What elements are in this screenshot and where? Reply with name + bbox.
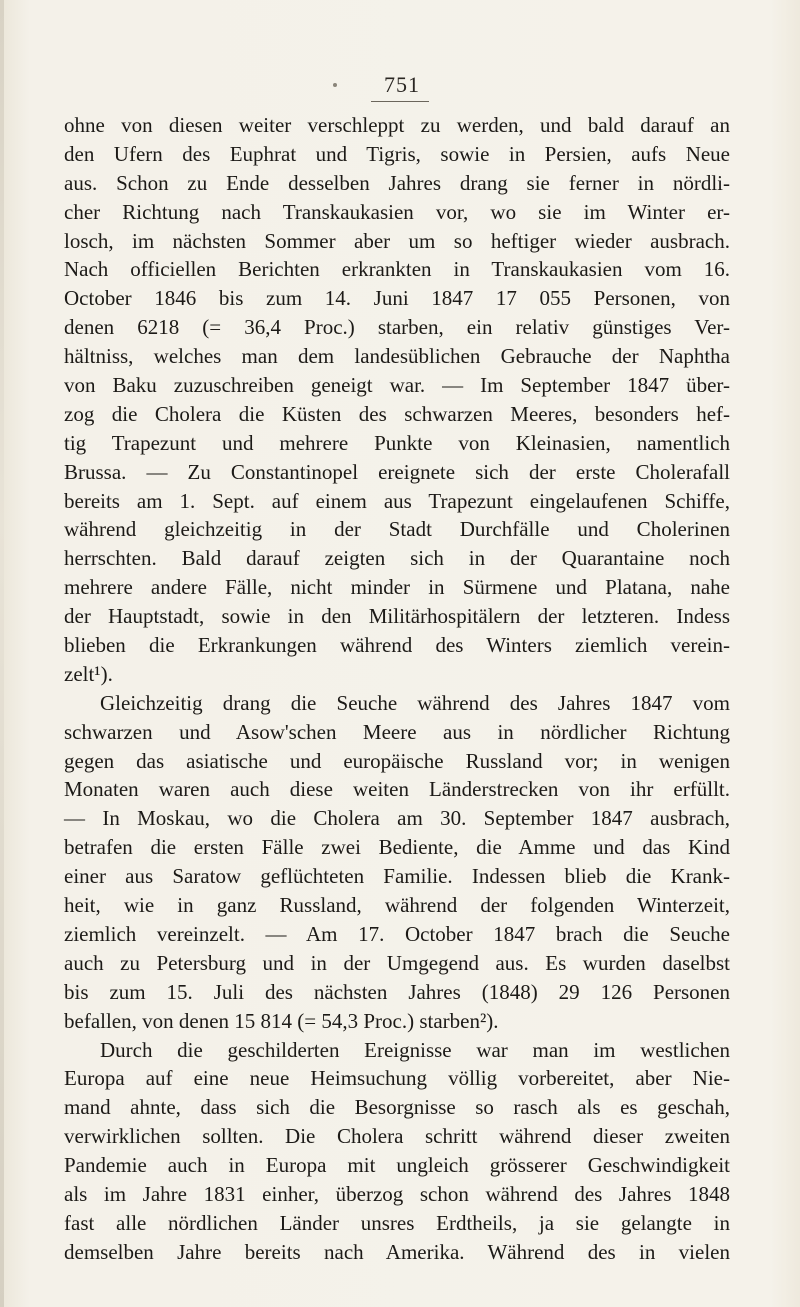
text-line: blieben die Erkrankungen während des Winters ziemlich verein- (64, 633, 730, 658)
text-line: bis zum 15. Juli des nächsten Jahres (1848) 29 126 Personen (64, 979, 730, 1004)
text-line: einer aus Saratow geflüchteten Familie. Indessen blieb die Krank- (64, 864, 730, 889)
text-line: demselben Jahre bereits nach Amerika. Während des in vielen (64, 1239, 730, 1264)
text-line: fast alle nördlichen Länder unsres Erdtheils, ja sie gelangte in (64, 1210, 730, 1235)
text-line: cher Richtung nach Transkaukasien vor, wo sie im Winter er- (64, 199, 730, 224)
text-line: Pandemie auch in Europa mit ungleich grösserer Geschwindigkeit (64, 1153, 730, 1178)
text-line: October 1846 bis zum 14. Juni 1847 17 055 Personen, von (64, 286, 730, 311)
text-line: der Hauptstadt, sowie in den Militärhospitälern der letzteren. Indess (64, 604, 730, 629)
text-line: heit, wie in ganz Russland, während der folgenden Winterzeit, (64, 893, 730, 918)
text-line: von Baku zuzuschreiben geneigt war. — Im September 1847 über- (64, 373, 730, 398)
text-line: mand ahnte, dass sich die Besorgnisse so rasch als es geschah, (64, 1095, 730, 1120)
text-line: zog die Cholera die Küsten des schwarzen Meeres, besonders hef- (64, 401, 730, 426)
text-line: mehrere andere Fälle, nicht minder in Sürmene und Platana, nahe (64, 575, 730, 600)
text-line: Monaten waren auch diese weiten Länderstrecken von ihr erfüllt. (64, 777, 730, 802)
text-line: verwirklichen sollten. Die Cholera schritt während dieser zweiten (64, 1124, 730, 1149)
text-line: betrafen die ersten Fälle zwei Bediente, die Amme und das Kind (64, 835, 730, 860)
text-line: denen 6218 (= 36,4 Proc.) starben, ein relativ günstiges Ver- (64, 315, 730, 340)
text-line: befallen, von denen 15 814 (= 54,3 Proc.) starben²). (64, 1008, 499, 1033)
text-line: als im Jahre 1831 einher, überzog schon während des Jahres 1848 (64, 1181, 730, 1206)
text-line: ziemlich vereinzelt. — Am 17. October 1847 brach die Seuche (64, 921, 730, 946)
text-line: Nach officiellen Berichten erkrankten in Transkaukasien vom 16. (64, 257, 730, 282)
page-number-rule (371, 101, 429, 102)
text-line: den Ufern des Euphrat und Tigris, sowie in Persien, aufs Neue (64, 141, 730, 166)
printer-mark (333, 83, 337, 87)
text-line: schwarzen und Asow'schen Meere aus in nördlicher Richtung (64, 719, 730, 744)
text-line: bereits am 1. Sept. auf einem aus Trapezunt eingelaufenen Schiffe, (64, 488, 730, 513)
page-edge-shadow (0, 0, 4, 1307)
text-line: Brussa. — Zu Constantinopel ereignete sich der erste Cholerafall (64, 459, 730, 484)
text-line: herrschten. Bald darauf zeigten sich in der Quarantaine noch (64, 546, 730, 571)
body-text (64, 111, 730, 1267)
text-line: zelt¹). (64, 661, 113, 686)
text-line: Europa auf eine neue Heimsuchung völlig vorbereitet, aber Nie- (64, 1066, 730, 1091)
text-line: gegen das asiatische und europäische Russland vor; in wenigen (64, 748, 730, 773)
text-line: hältniss, welches man dem landesüblichen Gebrauche der Naphtha (64, 344, 730, 369)
text-line: losch, im nächsten Sommer aber um so heftiger wieder ausbrach. (64, 228, 730, 253)
text-line: Gleichzeitig drang die Seuche während des Jahres 1847 vom (100, 690, 730, 715)
text-line: aus. Schon zu Ende desselben Jahres drang sie ferner in nördli- (64, 170, 730, 195)
text-line: Durch die geschilderten Ereignisse war man im westlichen (100, 1037, 730, 1062)
text-line: — In Moskau, wo die Cholera am 30. September 1847 ausbrach, (64, 806, 730, 831)
text-line: auch zu Petersburg und in der Umgegend aus. Es wurden daselbst (64, 950, 730, 975)
text-line: tig Trapezunt und mehrere Punkte von Kleinasien, namentlich (64, 430, 730, 455)
text-line: ohne von diesen weiter verschleppt zu werden, und bald darauf an (64, 113, 730, 137)
page-number: 751 (384, 72, 420, 97)
text-line: während gleichzeitig in der Stadt Durchfälle und Cholerinen (64, 517, 730, 542)
